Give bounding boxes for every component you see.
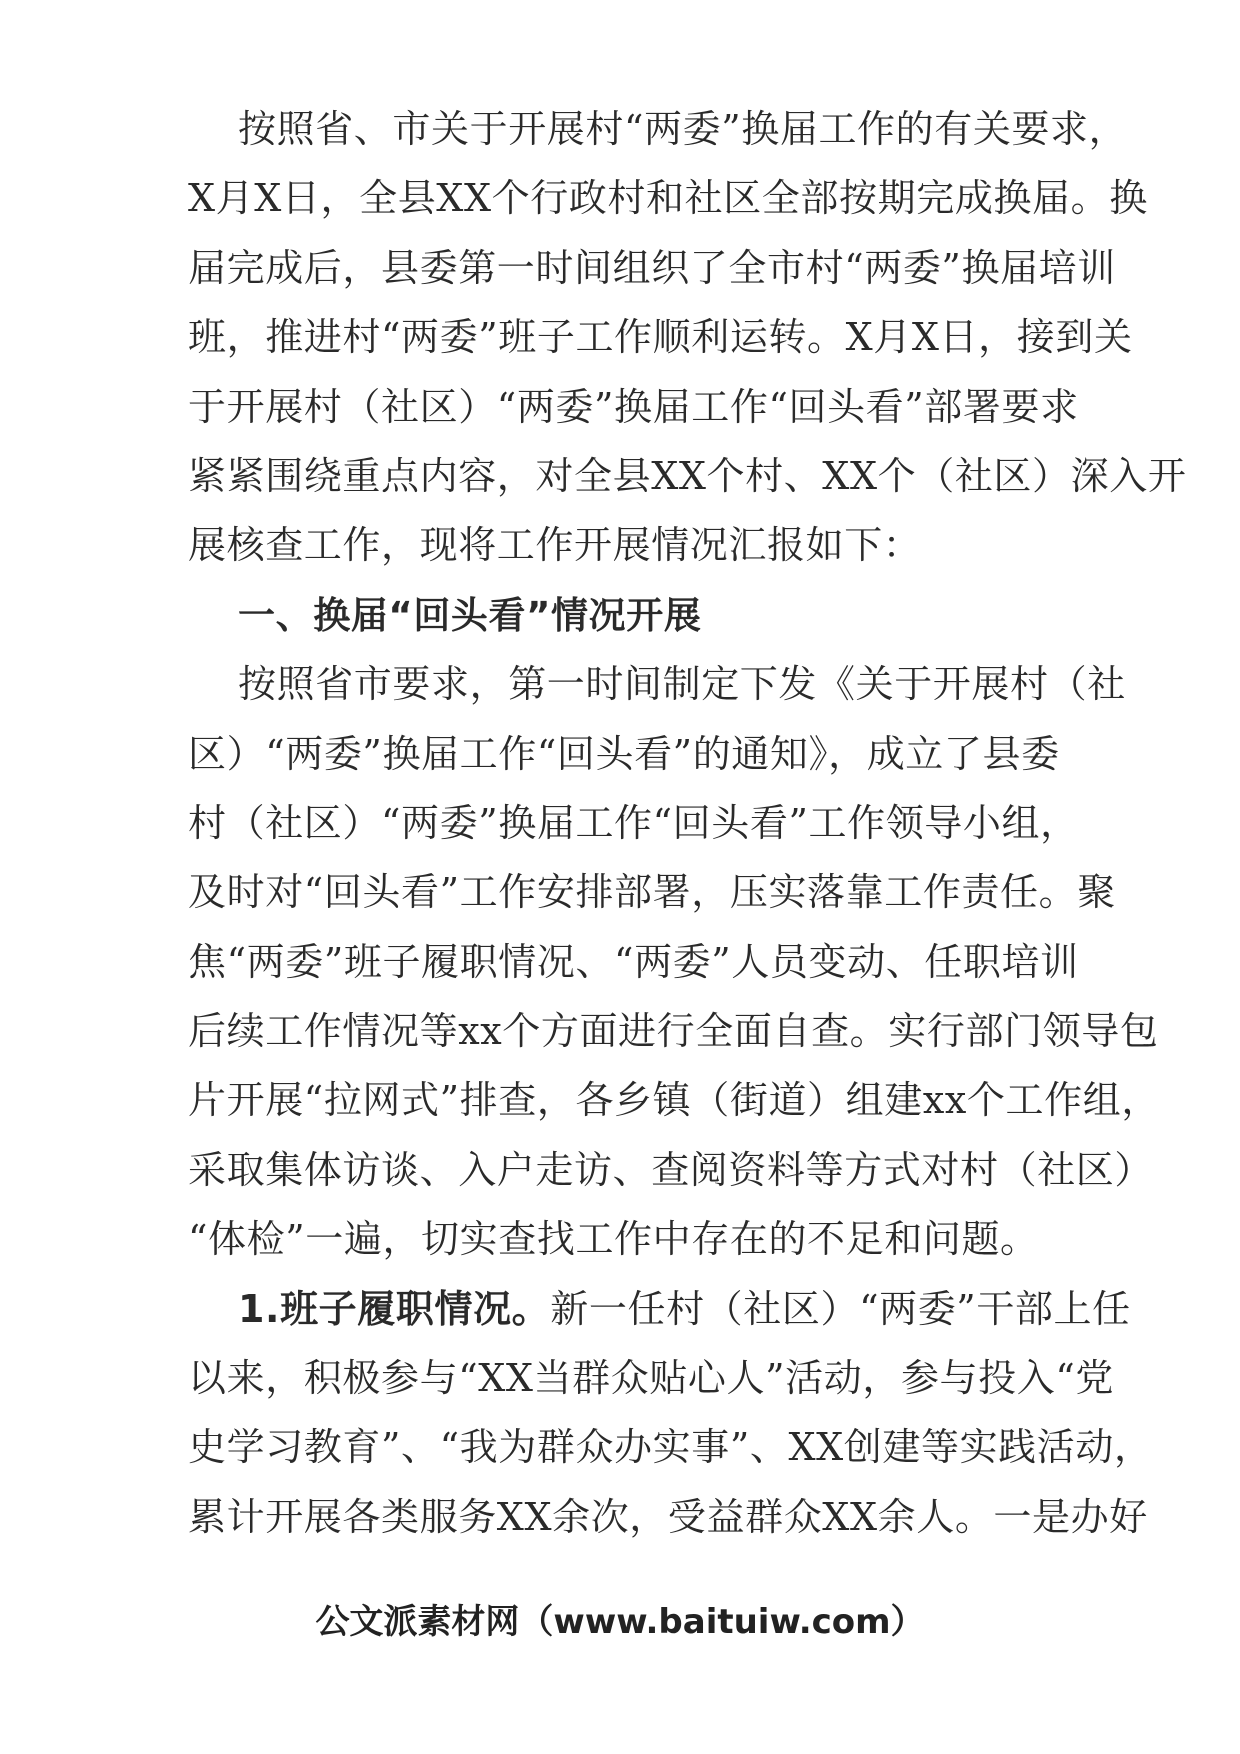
paragraph-line: 届完成后，县委第一时间组织了全市村“两委”换届培训 — [188, 245, 1116, 290]
paragraph-line: 班，推进村“两委”班子工作顺利运转。X月X日，接到关 — [188, 315, 1133, 360]
paragraph-text: 新一任村（社区）“两委”干部上任 — [550, 1286, 1131, 1331]
paragraph-line: 按照省、市关于开展村“两委”换届工作的有关要求， — [238, 107, 1128, 151]
paragraph-line: 焦“两委”班子履职情况、“两委”人员变动、任职培训 — [188, 939, 1079, 984]
paragraph-line: 累计开展各类服务XX余次，受益群众XX余人。一是办好 — [188, 1494, 1148, 1539]
footer-watermark: 公文派素材网（www.baituiw.com） — [315, 1602, 925, 1642]
paragraph-line: 以来，积极参与“XX当群众贴心人”活动，参与投入“党 — [188, 1356, 1114, 1401]
paragraph-line: 片开展“拉网式”排查，各乡镇（街道）组建xx个工作组， — [188, 1078, 1160, 1123]
document-body — [188, 95, 1187, 1552]
subsection-lead: 1.班子履职情况。 — [238, 1286, 551, 1331]
paragraph-line: 采取集体访谈、入户走访、查阅资料等方式对村（社区） — [188, 1147, 1154, 1192]
section-heading: 一、换届“回头看”情况开展 — [238, 593, 702, 637]
paragraph-line: 于开展村（社区）“两委”换届工作“回头看”部署要求 — [188, 384, 1079, 429]
paragraph-line — [188, 1275, 1131, 1344]
paragraph-line: 紧紧围绕重点内容，对全县XX个村、XX个（社区）深入开 — [188, 453, 1187, 498]
paragraph-line: 及时对“回头看”工作安排部署，压实落靠工作责任。聚 — [188, 870, 1116, 915]
paragraph-line: 区）“两委”换届工作“回头看”的通知》，成立了县委 — [188, 731, 1060, 776]
paragraph-line: 按照省市要求，第一时间制定下发《关于开展村（社 — [238, 662, 1126, 707]
paragraph-line: 史学习教育”、“我为群众办实事”、XX创建等实践活动， — [188, 1425, 1153, 1470]
paragraph-line: 展核查工作，现将工作开展情况汇报如下： — [188, 523, 922, 568]
paragraph-line: “体检”一遍，切实查找工作中存在的不足和问题。 — [188, 1217, 1039, 1262]
paragraph-line: 后续工作情况等xx个方面进行全面自查。实行部门领导包 — [188, 1009, 1159, 1054]
paragraph-line: 村（社区）“两委”换届工作“回头看”工作领导小组， — [188, 800, 1079, 845]
paragraph-line: X月X日，全县XX个行政村和社区全部按期完成换届。换 — [188, 176, 1148, 221]
